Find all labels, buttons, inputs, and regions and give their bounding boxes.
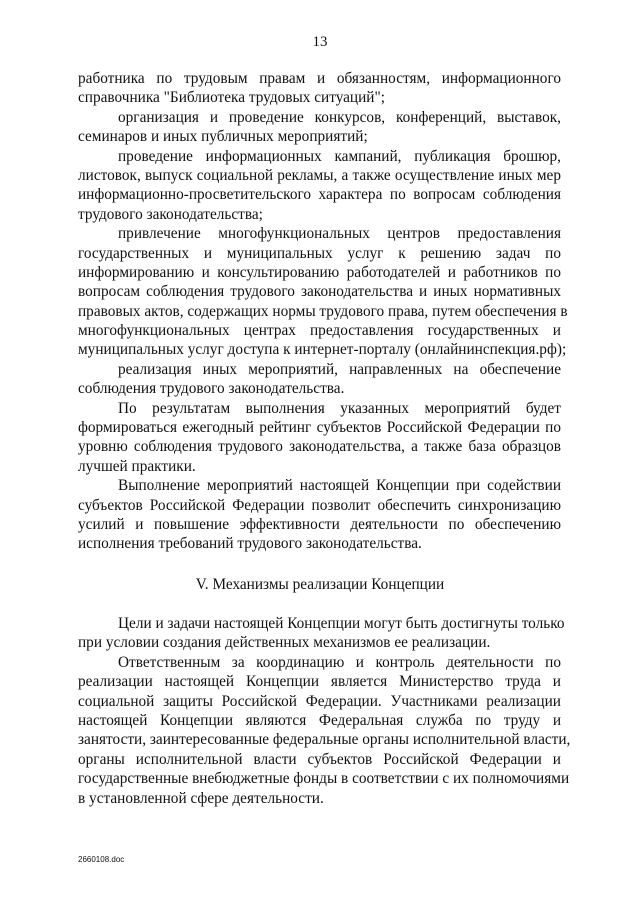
- text-line: настоящей Концепции являются Федеральная служба по труду и: [78, 711, 561, 729]
- text-line: уровню соблюдения трудового законодательства, а также база образцов: [78, 438, 561, 456]
- body-text-section-2: [78, 614, 571, 808]
- text-line: листовок, выпуск социальной рекламы, а также осуществление иных мер: [78, 166, 561, 184]
- text-line: соблюдения трудового законодательства.: [78, 380, 345, 398]
- text-line: исполнения требований трудового законодательства.: [78, 535, 422, 553]
- text-line: органы исполнительной власти субъектов Российской Федерации и: [78, 750, 561, 768]
- body-text-section-1: [78, 69, 568, 554]
- text-line: семинаров и иных публичных мероприятий;: [78, 128, 368, 146]
- text-line: государственные внебюджетные фонды в соответствии с их полномочиями: [78, 770, 570, 788]
- text-line: информационно-просветительского характера по вопросам соблюдения: [78, 186, 561, 204]
- text-line: занятости, заинтересованные федеральные органы исполнительной власти,: [78, 731, 571, 749]
- text-line: вопросам соблюдения трудового законодательства и иных нормативных: [78, 283, 561, 301]
- text-line: формироваться ежегодный рейтинг субъектов Российской Федерации по: [78, 419, 561, 437]
- text-line: усилий и повышение эффективности деятельности по обеспечению: [78, 515, 561, 533]
- text-line: социальной защиты Российской Федерации. Участниками реализации: [78, 692, 561, 710]
- text-line: субъектов Российской Федерации позволит обеспечить синхронизацию: [78, 496, 561, 514]
- text-line: реализация иных мероприятий, направленных на обеспечение: [118, 360, 561, 378]
- text-line: Ответственным за координацию и контроль деятельности по: [118, 653, 561, 671]
- text-line: работника по трудовым правам и обязанностям, информационного: [78, 70, 561, 87]
- text-line: реализации настоящей Концепции является Министерство труда и: [78, 673, 561, 691]
- text-line: правовых актов, содержащих нормы трудового права, путем обеспечения в: [78, 302, 568, 320]
- text-line: справочника "Библиотека трудовых ситуаций";: [78, 89, 385, 107]
- text-line: проведение информационных кампаний, публикация брошюр,: [118, 147, 561, 165]
- text-line: привлечение многофункциональных центров предоставления: [118, 225, 561, 243]
- section-heading: V. Механизмы реализации Концепции: [195, 576, 445, 593]
- text-line: муниципальных услуг доступа к интернет-порталу (онлайнинспекция.рф);: [78, 341, 567, 359]
- page-number: 13: [312, 34, 328, 50]
- text-line: Выполнение мероприятий настоящей Концепции при содействии: [118, 477, 561, 495]
- text-line: при условии создания действенных механизмов ее реализации.: [78, 634, 491, 652]
- footer-filename: 2660108.doc: [78, 855, 125, 864]
- text-line: многофункциональных центрах предоставления государственных и: [78, 322, 561, 340]
- text-line: трудового законодательства;: [78, 205, 263, 223]
- text-line: По результатам выполнения указанных мероприятий будет: [118, 399, 561, 417]
- text-line: Цели и задачи настоящей Концепции могут быть достигнуты только: [118, 615, 565, 632]
- text-line: информированию и консультированию работодателей и работников по: [78, 263, 561, 281]
- text-line: государственных и муниципальных услуг к решению задач по: [78, 244, 561, 262]
- text-line: в установленной сфере деятельности.: [78, 789, 324, 807]
- text-line: лучшей практики.: [78, 457, 196, 475]
- text-line: организация и проведение конкурсов, конференций, выставок,: [118, 108, 561, 126]
